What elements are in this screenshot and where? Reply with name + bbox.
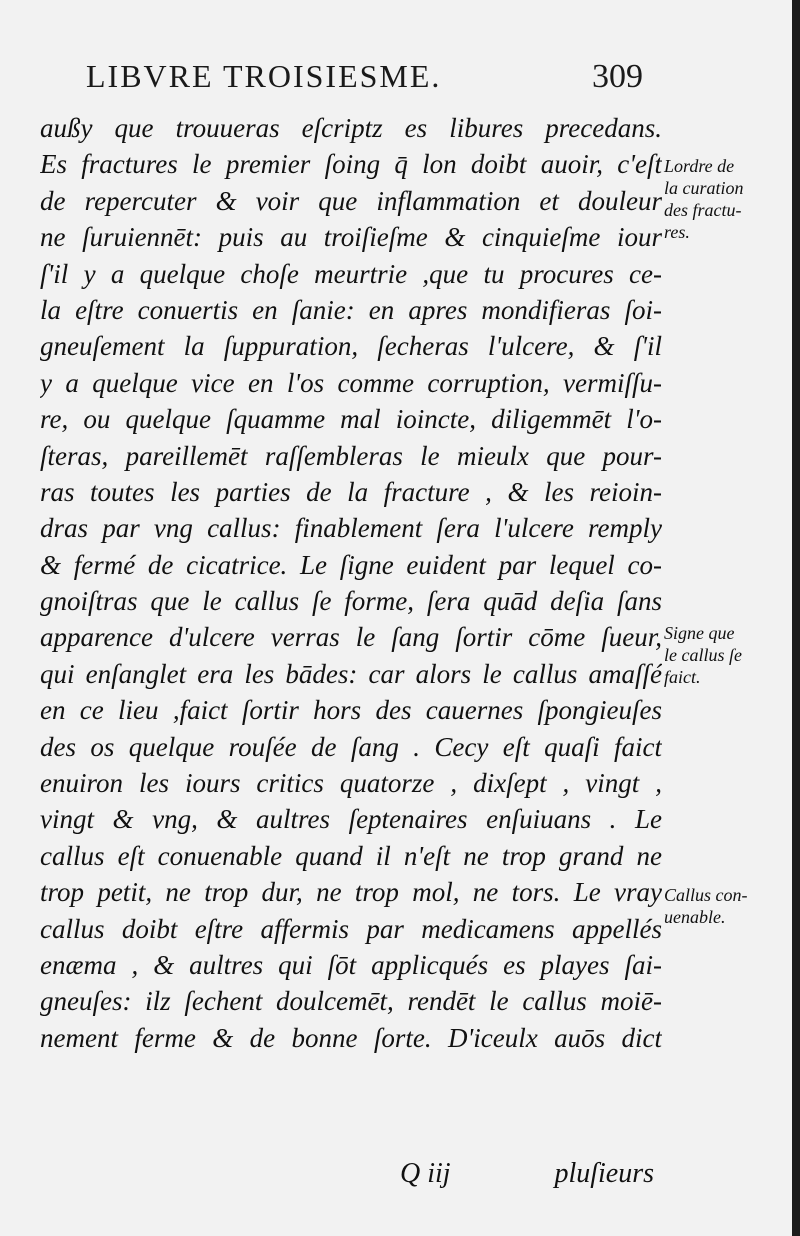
margin-note-line: des fractu- [664, 200, 742, 220]
margin-note-callus-convenable [664, 884, 796, 928]
text-line: außy que trouueras eſcriptz es libures precedans. [40, 113, 662, 143]
text-line: en ce lieu ,faict ſortir hors des cauernes ſpongieuſes [40, 695, 662, 726]
text-line: re, ou quelque ſquamme mal ioincte, diligemmēt l'o- [40, 404, 662, 435]
margin-note-line: faict. [664, 667, 701, 687]
signature-mark: Q iij [400, 1158, 451, 1189]
margin-note-line: res. [664, 222, 690, 242]
margin-note-line: Lordre de [664, 156, 735, 176]
text-line: gneuſement la ſuppuration, ſecheras l'ulcere, & ſ'il [40, 331, 662, 362]
running-title: LIBVRE TROISIESME. [86, 58, 442, 94]
text-line: gnoiſtras que le callus ſe forme, ſera quād deſia ſans [40, 586, 662, 617]
margin-note-line: le callus ſe [664, 645, 742, 665]
text-line: vingt & vng, & aultres ſeptenaires enſuiuans . Le [40, 804, 662, 835]
text-line: gneuſes: ilz ſechent doulcemēt, rendēt le callus moiē- [40, 986, 662, 1017]
text-line: de repercuter & voir que inflammation et douleur [40, 185, 662, 216]
text-line: callus eſt conuenable quand il n'eſt ne trop grand ne [40, 840, 662, 871]
page-footer [40, 1158, 662, 1198]
margin-note-curation [664, 155, 796, 243]
body-text [40, 110, 662, 1056]
text-line: ſteras, pareillemēt raſſembleras le mieulx que pour- [40, 440, 662, 471]
text-line: nement ferme & de bonne ſorte. D'iceulx auōs dict [40, 1022, 662, 1053]
margin-note-line: Callus con- [664, 885, 748, 905]
margin-note-callus-sign [664, 622, 796, 688]
catchword: pluſieurs [554, 1158, 654, 1189]
text-line: & fermé de cicatrice. Le ſigne euident par lequel co- [40, 549, 662, 580]
text-line: apparence d'ulcere verras le ſang ſortir cōme ſueur, [40, 622, 662, 653]
text-line: callus doibt eſtre affermis par medicamens appellés [40, 913, 662, 944]
margin-note-line: uenable. [664, 907, 726, 927]
text-line: ſ'il y a quelque choſe meurtrie ,que tu procures ce- [40, 258, 662, 289]
margin-note-line: la curation [664, 178, 744, 198]
text-line: y a quelque vice en l'os comme corruption, vermiſſu- [40, 367, 662, 398]
text-line: trop petit, ne trop dur, ne trop mol, ne tors. Le vray [40, 877, 662, 908]
text-line: enuiron les iours critics quatorze , dixſept , vingt , [40, 768, 662, 799]
text-line: Es fractures le premier ſoing q̄ lon doibt auoir, c'eſt [40, 149, 662, 180]
text-line: qui enſanglet era les bādes: car alors le callus amaſſé [40, 658, 662, 689]
text-line: dras par vng callus: finablement ſera l'ulcere remply [40, 513, 662, 544]
page-header [0, 58, 800, 98]
text-line: ne ſuruiennēt: puis au troiſieſme & cinquieſme iour [40, 222, 662, 253]
text-line: la eſtre conuertis en ſanie: en apres mondifieras ſoi- [40, 294, 662, 325]
text-line: des os quelque rouſée de ſang . Cecy eſt quaſi faict [40, 731, 662, 762]
page-number: 309 [592, 58, 643, 95]
text-line: ras toutes les parties de la fracture , & les reioin- [40, 476, 662, 507]
text-line: enæma , & aultres qui ſōt applicqués es playes ſai- [40, 949, 662, 980]
margin-note-line: Signe que [664, 623, 735, 643]
